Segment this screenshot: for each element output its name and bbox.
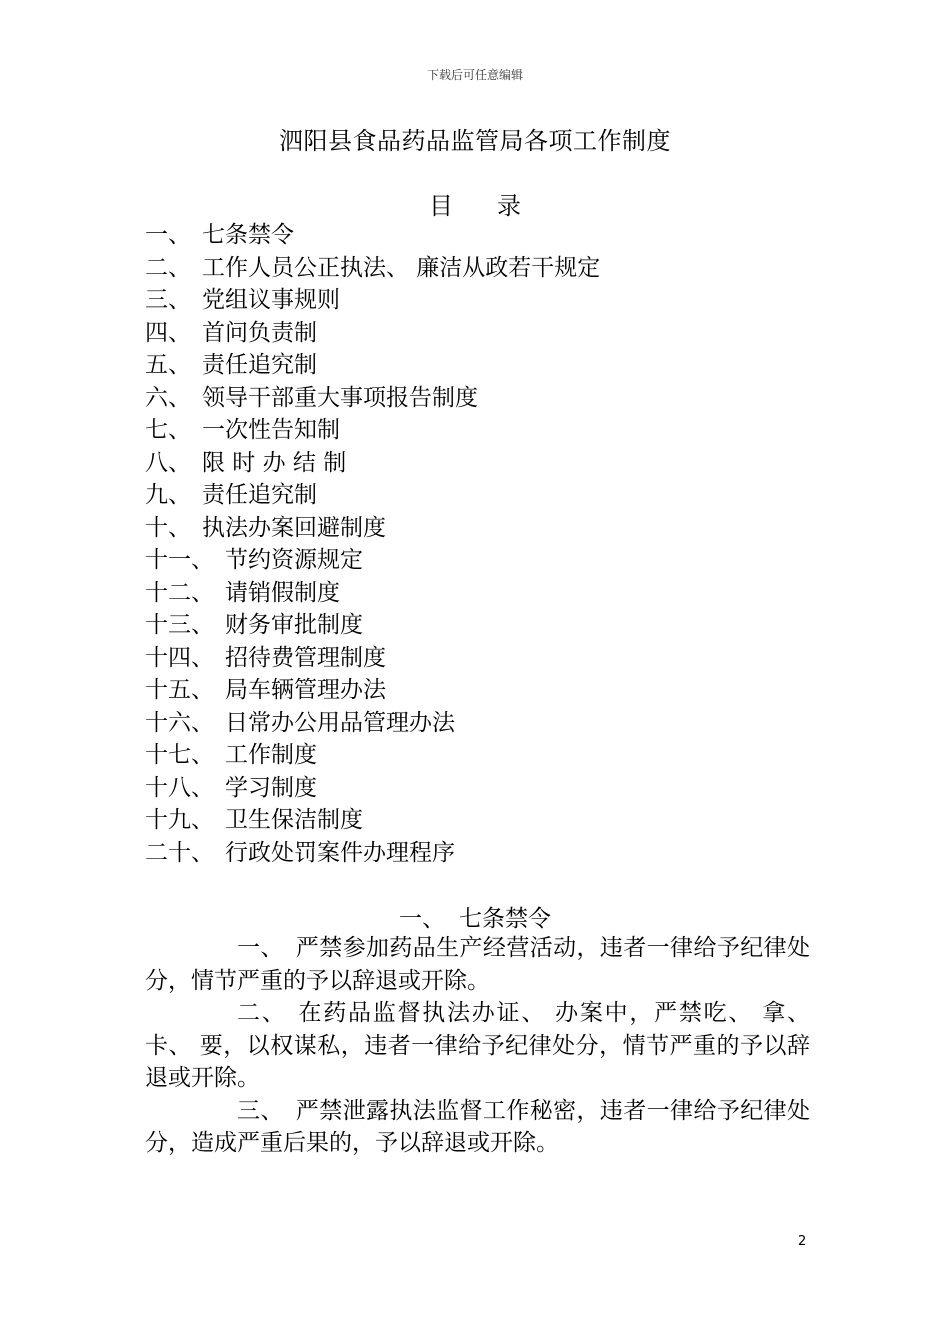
toc-item-text: 局车辆管理办法 <box>225 677 386 703</box>
toc-item <box>145 252 845 285</box>
clause-number: 二、 <box>237 1000 287 1026</box>
toc-item <box>145 414 845 447</box>
section-title-text: 七条禁令 <box>459 906 551 932</box>
toc-item-text: 限 时 办 结 制 <box>202 449 347 476</box>
header-note: 下载后可任意编辑 <box>426 68 523 82</box>
clause-paragraph <box>145 1095 810 1160</box>
toc-item-number: 六、 <box>145 384 191 411</box>
clause-text: 在药品监督执法办证、 办案中，严禁吃、 拿、 卡、 要，以权谋私，违者一律给予纪律处分，情节严重的予以辞退或开除。 <box>145 1000 811 1091</box>
toc-item-text: 请销假制度 <box>225 579 340 606</box>
toc-item <box>145 837 845 870</box>
toc-item-number: 四、 <box>145 319 191 346</box>
toc-item-text: 行政处罚案件办理程序 <box>225 839 455 866</box>
toc-item-text: 执法办案回避制度 <box>202 514 386 541</box>
clause-text: 严禁参加药品生产经营活动，违者一律给予纪律处分，情节严重的予以辞退或开除。 <box>145 935 811 994</box>
toc-item-text: 卫生保洁制度 <box>225 807 363 833</box>
toc-item <box>145 674 845 707</box>
toc-item-number: 十九、 <box>145 807 214 833</box>
toc-item-text: 工作制度 <box>225 742 317 768</box>
toc-item-text: 财务审批制度 <box>225 612 363 638</box>
toc-item-text: 责任追究制 <box>202 352 317 378</box>
clause-paragraph <box>145 932 810 997</box>
toc-item-text: 党组议事规则 <box>202 287 340 313</box>
toc-item-number: 五、 <box>145 352 191 378</box>
toc-item <box>145 219 845 252</box>
toc-item-number: 十四、 <box>145 644 214 671</box>
toc-item-text: 首问负责制 <box>202 319 317 346</box>
toc-item <box>145 739 845 772</box>
table-of-contents <box>145 219 845 869</box>
toc-item-text: 责任追究制 <box>202 482 317 508</box>
page-number: 2 <box>798 1234 807 1249</box>
toc-item <box>145 284 845 317</box>
toc-item-number: 十二、 <box>145 579 214 606</box>
toc-item-text: 日常办公用品管理办法 <box>225 709 455 736</box>
toc-item-number: 十三、 <box>145 612 214 638</box>
toc-item <box>145 609 845 642</box>
toc-heading <box>0 186 950 221</box>
toc-item <box>145 642 845 675</box>
document-title: 泗阳县食品药品监管局各项工作制度 <box>279 127 671 155</box>
toc-item-text: 招待费管理制度 <box>225 644 386 671</box>
toc-item <box>145 382 845 415</box>
toc-item <box>145 317 845 350</box>
toc-item-number: 七、 <box>145 417 191 443</box>
toc-item-number: 十八、 <box>145 774 214 801</box>
clause-number: 一、 <box>237 935 284 961</box>
toc-item-number: 十六、 <box>145 709 214 736</box>
toc-item-number: 三、 <box>145 287 191 313</box>
toc-item-number: 十七、 <box>145 742 214 768</box>
toc-heading-char: 目 <box>429 192 453 220</box>
toc-item-number: 一、 <box>145 222 191 248</box>
toc-item <box>145 512 845 545</box>
toc-item-text: 工作人员公正执法、 廉洁从政若干规定 <box>202 254 601 281</box>
section-heading <box>0 900 950 933</box>
toc-item-number: 二十、 <box>145 839 214 866</box>
toc-item <box>145 349 845 382</box>
toc-item <box>145 772 845 805</box>
toc-item-number: 二、 <box>145 254 191 281</box>
toc-item-number: 九、 <box>145 482 191 508</box>
toc-item-number: 十一、 <box>145 547 214 573</box>
toc-item <box>145 447 845 480</box>
toc-item-number: 八、 <box>145 449 191 476</box>
toc-item <box>145 804 845 837</box>
clause-text: 严禁泄露执法监督工作秘密，违者一律给予纪律处分，造成严重后果的，予以辞退或开除。 <box>145 1097 811 1156</box>
clause-number: 三、 <box>237 1097 284 1124</box>
toc-item-number: 十、 <box>145 514 191 541</box>
toc-item-text: 节约资源规定 <box>225 547 363 573</box>
toc-item <box>145 479 845 512</box>
toc-item <box>145 577 845 610</box>
toc-item-text: 一次性告知制 <box>202 417 340 443</box>
section-number: 一、 <box>399 906 445 932</box>
section-body <box>145 932 810 1160</box>
clause-paragraph <box>145 997 810 1095</box>
toc-item-text: 领导干部重大事项报告制度 <box>202 384 478 411</box>
toc-item <box>145 707 845 740</box>
toc-item-text: 七条禁令 <box>202 222 294 248</box>
toc-item <box>145 544 845 577</box>
toc-item-text: 学习制度 <box>225 774 317 801</box>
toc-heading-char: 录 <box>497 192 521 220</box>
toc-item-number: 十五、 <box>145 677 214 703</box>
